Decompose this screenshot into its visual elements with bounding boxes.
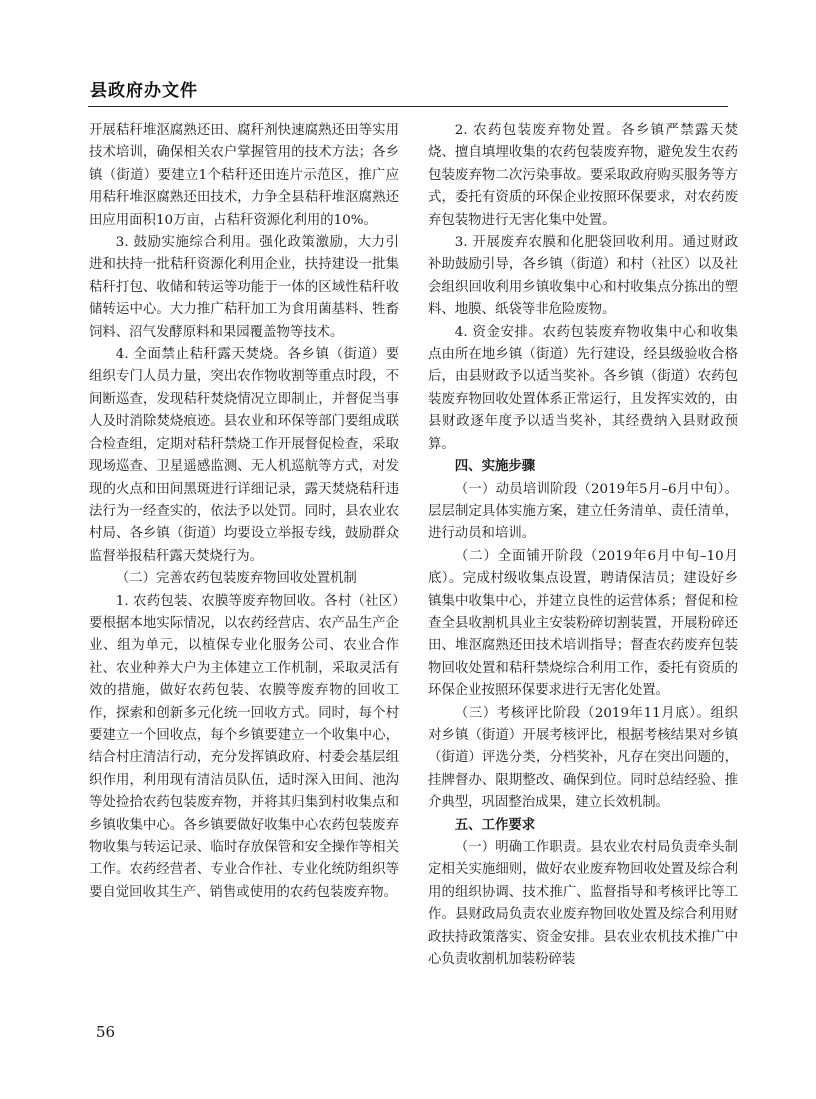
paragraph: 2. 农药包装废弃物处置。各乡镇严禁露天焚烧、擅自填埋收集的农药包装废弃物，避免发生农药包装废弃物二次污染事故。要采取政府购买服务等方式，委托有资质的环保企业按照环保要求，对农药废弃包装物进行无害化集中处置。 [428, 123, 738, 228]
paragraph: 1. 农药包装、农膜等废弃物回收。各村（社区）要根据本地实际情况，以农药经营店、农产品生产企业、组为单元，以植保专业化服务公司、农业合作社、农业种养大户为主体建立工作机制，采取灵活有效的措施，做好农药包装、农膜等废弃物的回收工作，探索和创新多元化统一回收方式。同时，每个村要建立一个回收点，每个乡镇要建立一个收集中心，结合村庄清洁行动，充分发挥镇政府、村委会基层组织作用，利用现有清洁员队伍，适时深入田间、池沟等处捡拾农药包装废弃物，并将其归集到村收集点和乡镇收集中心。各乡镇要做好收集中心农药包装废弃物收集与转运记录、临时存放保管和安全操作等相关工作。农药经营者、专业合作社、专业化统防组织等要自觉回收其生产、销售或使用的农药包装废弃物。 [89, 593, 399, 900]
subsection-heading: （二）完善农药包装废弃物回收处置机制 [115, 571, 357, 587]
paragraph: （三）考核评比阶段（2019年11月底）。组织对乡镇（街道）开展考核评比，根据考核结果对乡镇（街道）评选分类，分档奖补，凡存在突出问题的，挂牌督办、限期整改、确保到位。同时总结经验、推介典型，巩固整治成果，建立长效机制。 [428, 705, 738, 811]
header-divider [88, 106, 728, 107]
paragraph: 4. 全面禁止秸秆露天焚烧。各乡镇（街道）要组织专门人员力量，突出农作物收割等重点时段，不间断巡查，发现秸秆焚烧情况立即制止，并督促当事人及时消除焚烧痕迹。县农业和环保等部门要组成联合检查组，定期对秸秆禁烧工作开展督促检查，采取现场巡查、卫星遥感监测、无人机巡航等方式，对发现的火点和田间黑斑进行详细记录，露天焚烧秸秆违法行为一经查实的，依法予以处罚。同时，县农业农村局、各乡镇（街道）均要设立举报专线，鼓励群众监督举报秸秆露天焚烧行为。 [89, 347, 399, 564]
section-heading: 五、工作要求 [454, 817, 536, 833]
paragraph: （一）动员培训阶段（2019年5月–6月中旬）。层层制定具体实施方案，建立任务清单、责任清单，进行动员和培训。 [428, 481, 738, 542]
paragraph: （一）明确工作职责。县农业农村局负责牵头制定相关实施细则，做好农业废弃物回收处置及综合利用的组织协调、技术推广、监督指导和考核评比等工作。县财政局负责农业废弃物回收处置及综合利用财政扶持政策落实、资金安排。县农业农机技术推广中心负责收割机加装粉碎装 [428, 840, 738, 968]
paragraph: 4. 资金安排。农药包装废弃物收集中心和收集点由所在地乡镇（街道）先行建设，经县级验收合格后，由县财政予以适当奖补。各乡镇（街道）农药包装废弃物回收处置体系正常运行，且发挥实效的，由县财政逐年度予以适当奖补，其经费纳入县财政预算。 [428, 324, 738, 452]
paragraph: （二）全面铺开阶段（2019年6月中旬–10月底）。完成村级收集点设置，聘请保洁员；建设好乡镇集中收集中心，并建立良性的运营体系；督促和检查全县收割机具业主安装粉碎切割装置，开展粉碎还田、堆沤腐熟还田技术培训指导；督查农药废弃包装物回收处置和秸秆禁烧综合利用工作，委托有资质的环保企业按照环保要求进行无害化处置。 [428, 548, 738, 699]
paragraph: 开展秸秆堆沤腐熟还田、腐秆剂快速腐熟还田等实用技术培训，确保相关农户掌握管用的技术方法；各乡镇（街道）要建立1个秸秆还田连片示范区，推广应用秸秆堆沤腐熟还田技术，力争全县秸秆堆沤腐熟还田应用面积10万亩，占秸秆资源化利用的10%。 [89, 123, 399, 228]
paragraph: 3. 开展废弃农膜和化肥袋回收利用。通过财政补助鼓励引导，各乡镇（街道）和村（社区）以及社会组织回收利用乡镇收集中心和村收集点分拣出的塑料、地膜、纸袋等非危险废物。 [428, 235, 738, 318]
page-number: 56 [96, 1023, 116, 1041]
running-header-title: 县政府办文件 [90, 81, 198, 101]
paragraph: 3. 鼓励实施综合利用。强化政策激励，大力引进和扶持一批秸秆资源化利用企业，扶持建设一批集秸秆打包、收储和转运等功能于一体的区域性秸秆收储转运中心。大力推广秸秆加工为食用菌基料、牲畜饲料、沼气发酵原料和果园覆盖物等技术。 [89, 235, 399, 340]
left-column [89, 120, 399, 904]
right-column [428, 120, 738, 971]
section-heading: 四、实施步骤 [454, 459, 536, 475]
